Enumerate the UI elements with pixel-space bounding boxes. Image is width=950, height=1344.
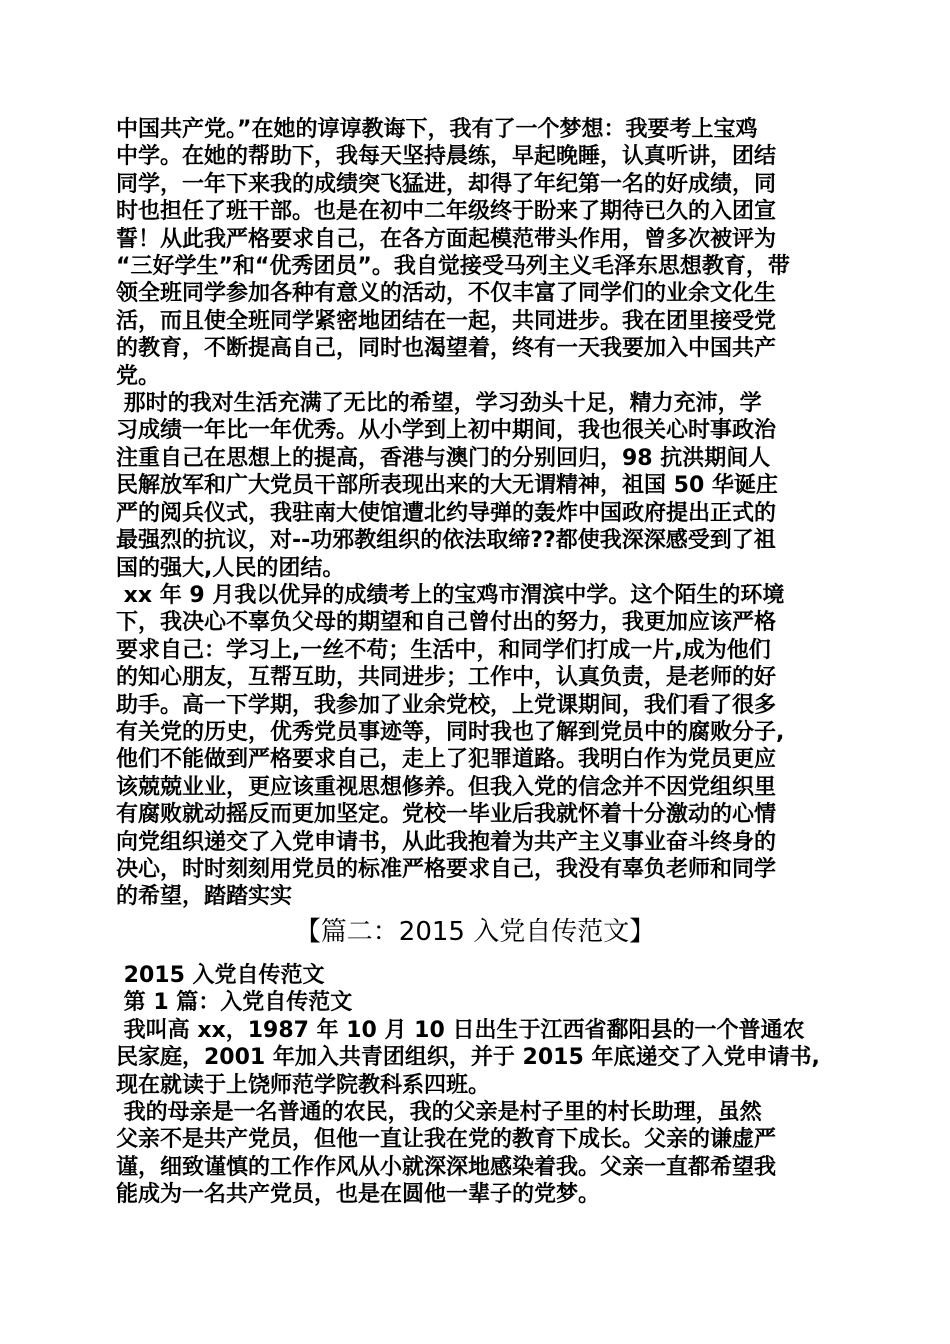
text-line: 该兢兢业业，更应该重视思想修养。但我入党的信念并不因党组织里 [116, 774, 777, 800]
text-line: xx 年 9 月我以优异的成绩考上的宝鸡市渭滨中学。这个陌生的环境 [116, 582, 785, 608]
text-line: 最强烈的抗议，对--功邪教组织的依法取缔??都使我深深感受到了祖 [116, 528, 776, 554]
text-line: 那时的我对生活充满了无比的希望，学习劲头十足，精力充沛，学 [116, 391, 762, 417]
text-line: 我叫高 xx，1987 年 10 月 10 日出生于江西省鄱阳县的一个普通农 [116, 1017, 805, 1043]
text-line: 向党组织递交了入党申请书，从此我抱着为共产主义事业奋斗终身的 [116, 829, 777, 855]
text-line: 同学，一年下来我的成绩突飞猛进，却得了年纪第一名的好成绩，同 [116, 171, 777, 197]
text-line: “三好学生”和“优秀团员”。我自觉接受马列主义毛泽东思想教育，带 [116, 254, 790, 280]
subsection-title: 2015 入党自传范文 [116, 963, 325, 988]
text-line: 有腐败就动摇反而更加坚定。党校一毕业后我就怀着十分激动的心情 [116, 802, 777, 828]
text-line: 的教育，不断提高自己，同时也渴望着，终有一天我要加入中国共产 [116, 336, 777, 362]
text-line: 助手。高一下学期，我参加了业余党校，上党课期间，我们看了很多 [116, 692, 777, 718]
text-line: 严的阅兵仪式，我驻南大使馆遭北约导弹的轰炸中国政府提出正式的 [116, 500, 777, 526]
text-line: 谨，细致谨慎的工作作风从小就深深地感染着我。父亲一直都希望我 [116, 1154, 777, 1180]
autobiography-body-part2 [116, 962, 836, 1209]
text-line: 时也担任了班干部。也是在初中二年级终于盼来了期待已久的入团宣 [116, 199, 777, 225]
text-line: 习成绩一年比一年优秀。从小学到上初中期间，我也很关心时事政治 [116, 418, 777, 444]
text-line: 国的强大,人民的团结。 [116, 555, 345, 581]
text-line: 的知心朋友，互帮互助，共同进步；工作中，认真负责，是老师的好 [116, 665, 777, 691]
text-line: 我的母亲是一名普通的农民，我的父亲是村子里的村长助理，虽然 [116, 1100, 762, 1126]
text-line: 领全班同学参加各种有意义的活动，不仅丰富了同学们的业余文化生 [116, 281, 777, 307]
text-line: 党。 [116, 363, 161, 389]
text-line: 中学。在她的帮助下，我每天坚持晨练，早起晚睡，认真听讲，团结 [116, 144, 777, 170]
text-line: 活，而且使全班同学紧密地团结在一起，共同进步。我在团里接受党 [116, 308, 777, 334]
text-line: 有关党的历史，优秀党员事迹等，同时我也了解到党员中的腐败分子, [116, 719, 785, 745]
text-line: 民家庭，2001 年加入共青团组织，并于 2015 年底递交了入党申请书, [116, 1045, 820, 1071]
text-line: 下，我决心不辜负父母的期望和自己曾付出的努力，我更加应该严格 [116, 610, 777, 636]
text-line: 要求自己：学习上,一丝不苟；生活中，和同学们打成一片,成为他们 [116, 637, 771, 663]
autobiography-body-part1 [116, 116, 836, 911]
text-line: 他们不能做到严格要求自己，走上了犯罪道路。我明白作为党员更应 [116, 747, 777, 773]
text-line: 能成为一名共产党员，也是在圆他一辈子的党梦。 [116, 1182, 601, 1208]
text-line: 中国共产党。”在她的谆谆教诲下，我有了一个梦想：我要考上宝鸡 [116, 117, 758, 142]
text-line: 的希望，踏踏实实 [116, 884, 293, 910]
text-line: 现在就读于上饶师范学院教科系四班。 [116, 1072, 491, 1098]
text-line: 民解放军和广大党员干部所表现出来的大无谓精神，祖国 50 华诞庄 [116, 473, 778, 499]
section-heading: 【篇二：2015 入党自传范文】 [294, 917, 656, 947]
text-line: 决心，时时刻刻用党员的标准严格要求自己，我没有辜负老师和同学 [116, 856, 777, 882]
text-line: 誓！从此我严格要求自己，在各方面起模范带头作用，曾多次被评为 [116, 226, 777, 252]
text-line: 父亲不是共产党员，但他一直让我在党的教育下成长。父亲的谦虚严 [116, 1127, 777, 1153]
text-line: 注重自己在思想上的提高，香港与澳门的分别回归，98 抗洪期间人 [116, 445, 771, 471]
subsection-title: 第 1 篇：入党自传范文 [116, 990, 353, 1016]
